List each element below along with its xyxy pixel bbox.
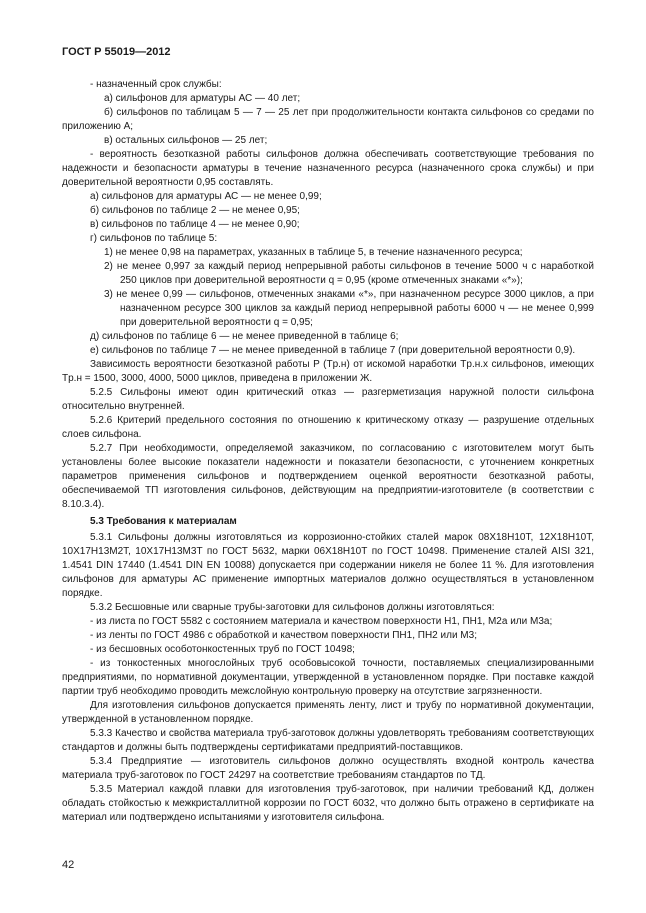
page-number: 42	[62, 859, 75, 871]
paragraph: Для изготовления сильфонов допускается применять ленту, лист и трубу по нормативной документации, утвержденной в установленном порядке.	[62, 700, 594, 725]
clause-5-3-3: 5.3.3 Качество и свойства материала труб-заготовок должны удовлетворять требованиям соответствующих стандартов и должны быть подтверждены сертификатами предприятий-поставщиков.	[62, 728, 594, 753]
document-header: ГОСТ Р 55019—2012	[62, 46, 171, 58]
paragraph: Зависимость вероятности безотказной работы P (Tр.н) от искомой наработки Tр.н.х сильфонов, имеющих Tр.н = 1500, 3000, 4000, 5000 циклов, приведена в приложении Ж.	[62, 359, 594, 384]
clause-5-2-5: 5.2.5 Сильфоны имеют один критический отказ — разгерметизация наружной полости сильфона относительно внутренней.	[62, 387, 594, 412]
list-item: д) сильфонов по таблице 6 — не менее приведенной в таблице 6;	[90, 331, 399, 342]
sub-list-item: 3) не менее 0,99 — сильфонов, отмеченных знаками «*», при назначенном ресурсе 3000 циклов, а при назначенном ресурсе 300 циклов за каждый период непрерывной работы 6000 ч — не менее 0,999 при доверительной вероятности q = 0,95;	[104, 289, 594, 328]
sub-list-item: 2) не менее 0,997 за каждый период непрерывной работы сильфонов в течение 5000 ч с наработкой 250 циклов при доверительной вероятности q = 0,95 (кроме отмеченных знаками «*»);	[104, 261, 594, 286]
list-item: в) остальных сильфонов — 25 лет;	[104, 135, 268, 146]
list-item: б) сильфонов по таблицам 5 — 7 — 25 лет при продолжительности контакта сильфонов со средами по приложению А;	[62, 107, 594, 132]
section-heading: 5.3 Требования к материалам	[90, 516, 237, 527]
list-item: а) сильфонов для арматуры АС — не менее 0,99;	[90, 191, 322, 202]
clause-5-3-5: 5.3.5 Материал каждой плавки для изготовления труб-заготовок, при наличии требований КД, должен обладать стойкостью к межкристаллитной коррозии по ГОСТ 6032, что должно быть отражено в сертификате на материал или подтверждено испытаниями у изготовителя сильфона.	[62, 784, 594, 823]
list-item: а) сильфонов для арматуры АС — 40 лет;	[104, 93, 301, 104]
list-item: - из бесшовных особотонкостенных труб по ГОСТ 10498;	[90, 644, 355, 655]
list-item: г) сильфонов по таблице 5:	[90, 233, 218, 244]
clause-5-3-1: 5.3.1 Сильфоны должны изготовляться из коррозионно-стойких сталей марок 08Х18Н10Т, 12Х18Н10Т, 10Х17Н13М2Т, 10Х17Н13М3Т по ГОСТ 5632, марки 06Х18Н10Т по ГОСТ 10498. Применение сталей AISI 321, 1.4541 DIN 17440 (1.4541 DIN EN 10088) допускается при содержании никеля не более 11 %. Для изготовления сильфонов для арматуры АС применение импортных материалов должно осуществляться в установленном порядке.	[62, 532, 594, 599]
paragraph: - назначенный срок службы:	[90, 79, 222, 90]
paragraph: - вероятность безотказной работы сильфонов должна обеспечивать соответствующие требования по надежности и безопасности арматуры в течение назначенного ресурса (назначенного срока службы) и при доверительной вероятности 0,95 составлять.	[62, 149, 594, 188]
clause-5-3-2: 5.3.2 Бесшовные или сварные трубы-заготовки для сильфонов должны изготовляться:	[90, 602, 495, 613]
list-item: - из ленты по ГОСТ 4986 с обработкой и качеством поверхности ПН1, ПН2 или М3;	[90, 630, 477, 641]
sub-list-item: 1) не менее 0,98 на параметрах, указанных в таблице 5, в течение назначенного ресурса;	[104, 247, 523, 258]
list-item: - из листа по ГОСТ 5582 с состоянием материала и качеством поверхности Н1, ПН1, М2а или М3а;	[90, 616, 553, 627]
document-body	[62, 78, 594, 825]
list-item: - из тонкостенных многослойных труб особовысокой точности, поставляемых специализированными предприятиями, по нормативной документации, утвержденной в установленном порядке. При поставке каждой партии труб необходимо проводить межслойную контрольную проверку на отсутствие загрязненности.	[62, 658, 594, 697]
clause-5-2-6: 5.2.6 Критерий предельного состояния по отношению к критическому отказу — разрушение отдельных слоев сильфона.	[62, 415, 594, 440]
clause-5-3-4: 5.3.4 Предприятие — изготовитель сильфонов должно осуществлять входной контроль качества материала труб-заготовок по ГОСТ 24297 на соответствие требованиям стандартов по ТД.	[62, 756, 594, 781]
list-item: в) сильфонов по таблице 4 — не менее 0,90;	[90, 219, 300, 230]
list-item: б) сильфонов по таблице 2 — не менее 0,95;	[90, 205, 300, 216]
list-item: е) сильфонов по таблице 7 — не менее приведенной в таблице 7 (при доверительной вероятности 0,9).	[90, 345, 576, 356]
clause-5-2-7: 5.2.7 При необходимости, определяемой заказчиком, по согласованию с изготовителем могут быть установлены более высокие показатели надежности и показатели безопасности, с уточнением конкретных параметров применения сильфонов и подтверждением оценкой вероятности безотказной работы, обеспечиваемой ТП изготовления сильфонов, действующим на предприятии-изготовителе (в соответствии с 8.10.3.4).	[62, 443, 594, 510]
